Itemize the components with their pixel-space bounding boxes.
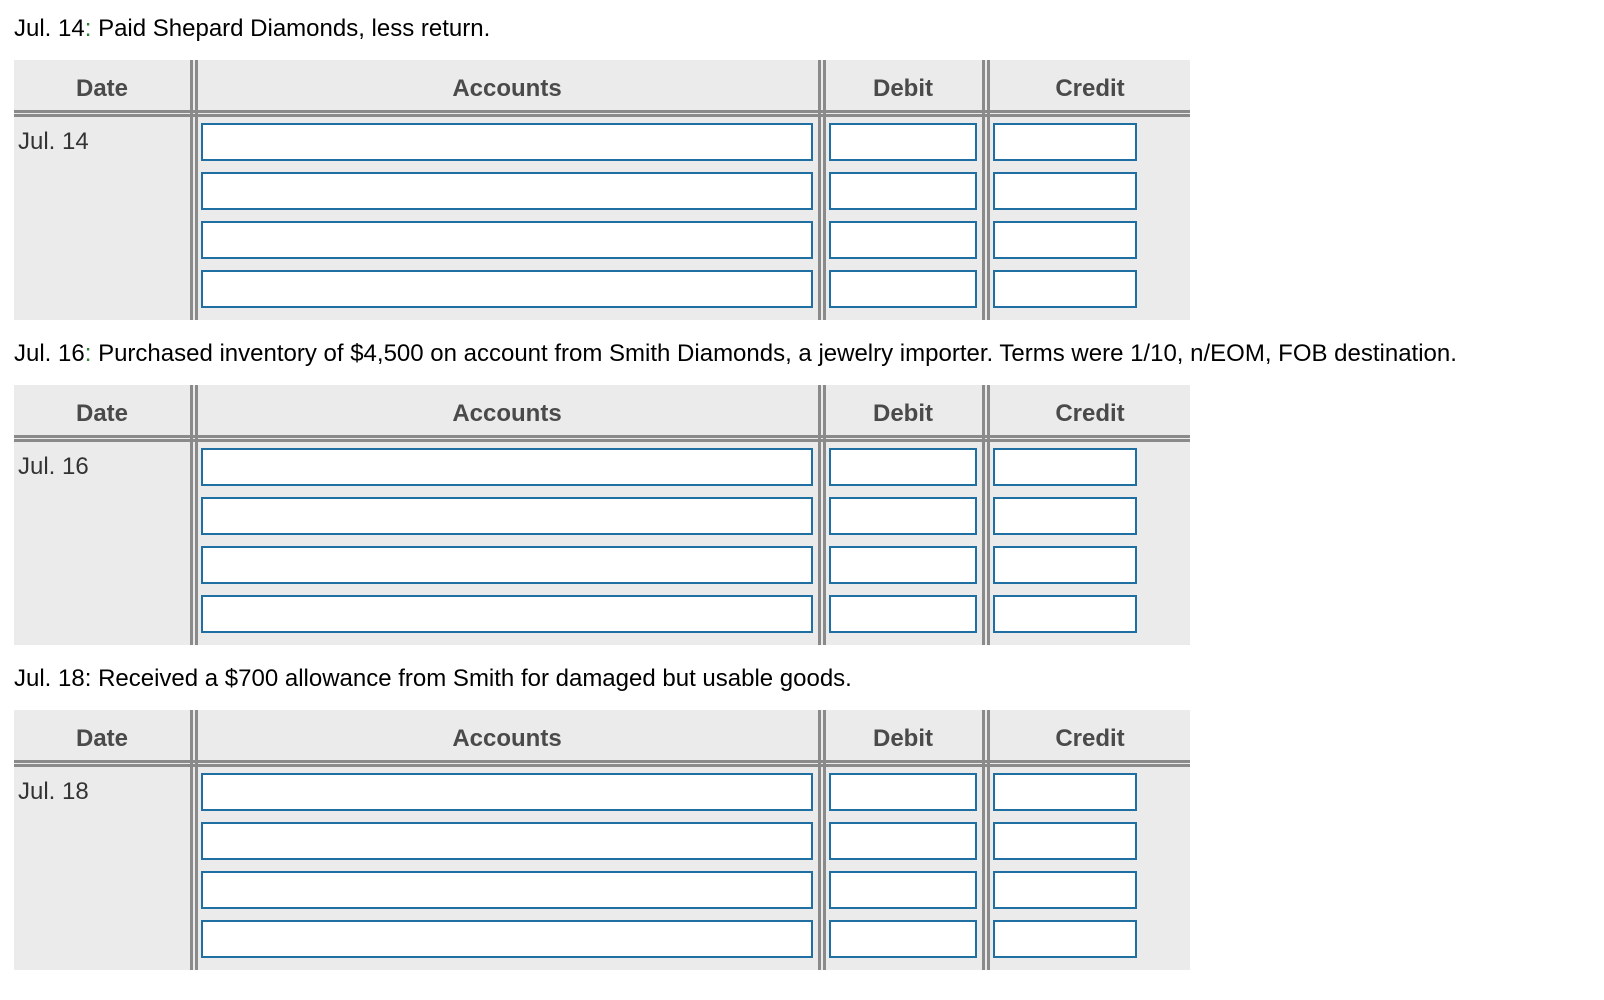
entry-date: Jul. 16 bbox=[18, 453, 89, 480]
account-input[interactable] bbox=[201, 270, 813, 308]
entry-prompt: Jul. 18: Received a $700 allowance from Smith for damaged but usable goods. bbox=[14, 665, 852, 692]
entry-prompt: Jul. 14: Paid Shepard Diamonds, less return. bbox=[14, 15, 491, 42]
debit-input[interactable] bbox=[829, 221, 977, 259]
account-input[interactable] bbox=[201, 221, 813, 259]
column-header-date: Date bbox=[75, 75, 129, 102]
prompt-date: Jul. 16 bbox=[14, 340, 85, 367]
column-divider bbox=[982, 60, 990, 320]
credit-input[interactable] bbox=[993, 595, 1137, 633]
debit-input[interactable] bbox=[829, 123, 977, 161]
credit-input[interactable] bbox=[993, 773, 1137, 811]
account-input[interactable] bbox=[201, 546, 813, 584]
column-header-credit: Credit bbox=[1055, 725, 1125, 752]
debit-input[interactable] bbox=[829, 546, 977, 584]
column-divider bbox=[818, 60, 826, 320]
prompt-text: Received a $700 allowance from Smith for damaged but usable goods. bbox=[98, 665, 852, 692]
account-input[interactable] bbox=[201, 773, 813, 811]
column-header-debit: Debit bbox=[873, 400, 933, 427]
account-input[interactable] bbox=[201, 497, 813, 535]
column-header-accounts: Accounts bbox=[452, 400, 562, 427]
credit-input[interactable] bbox=[993, 871, 1137, 909]
column-header-debit: Debit bbox=[873, 75, 933, 102]
credit-input[interactable] bbox=[993, 270, 1137, 308]
debit-input[interactable] bbox=[829, 871, 977, 909]
column-divider bbox=[982, 710, 990, 970]
debit-input[interactable] bbox=[829, 822, 977, 860]
account-input[interactable] bbox=[201, 595, 813, 633]
debit-input[interactable] bbox=[829, 497, 977, 535]
account-input[interactable] bbox=[201, 920, 813, 958]
column-divider bbox=[190, 710, 198, 970]
column-header-credit: Credit bbox=[1055, 400, 1125, 427]
account-input[interactable] bbox=[201, 123, 813, 161]
entry-date: Jul. 18 bbox=[18, 778, 89, 805]
column-header-credit: Credit bbox=[1055, 75, 1125, 102]
column-header-accounts: Accounts bbox=[452, 725, 562, 752]
prompt-date: Jul. 18 bbox=[14, 665, 85, 692]
journal-table bbox=[14, 385, 1190, 645]
account-input[interactable] bbox=[201, 172, 813, 210]
account-input[interactable] bbox=[201, 822, 813, 860]
credit-input[interactable] bbox=[993, 497, 1137, 535]
column-header-date: Date bbox=[75, 400, 129, 427]
column-divider bbox=[818, 385, 826, 645]
debit-input[interactable] bbox=[829, 172, 977, 210]
entry-date: Jul. 14 bbox=[18, 128, 89, 155]
prompt-date: Jul. 14 bbox=[14, 15, 85, 42]
account-input[interactable] bbox=[201, 448, 813, 486]
credit-input[interactable] bbox=[993, 448, 1137, 486]
column-divider bbox=[190, 385, 198, 645]
column-header-date: Date bbox=[75, 725, 129, 752]
column-divider bbox=[818, 710, 826, 970]
prompt-text: Purchased inventory of $4,500 on account from Smith Diamonds, a jewelry importer. Terms were 1/10, n/EOM, FOB destination. bbox=[98, 340, 1457, 367]
debit-input[interactable] bbox=[829, 595, 977, 633]
debit-input[interactable] bbox=[829, 920, 977, 958]
column-header-debit: Debit bbox=[873, 725, 933, 752]
credit-input[interactable] bbox=[993, 221, 1137, 259]
column-divider bbox=[982, 385, 990, 645]
prompt-text: Paid Shepard Diamonds, less return. bbox=[98, 15, 491, 42]
journal-table bbox=[14, 710, 1190, 970]
credit-input[interactable] bbox=[993, 822, 1137, 860]
column-header-accounts: Accounts bbox=[452, 75, 562, 102]
debit-input[interactable] bbox=[829, 448, 977, 486]
credit-input[interactable] bbox=[993, 172, 1137, 210]
credit-input[interactable] bbox=[993, 123, 1137, 161]
credit-input[interactable] bbox=[993, 546, 1137, 584]
account-input[interactable] bbox=[201, 871, 813, 909]
debit-input[interactable] bbox=[829, 270, 977, 308]
credit-input[interactable] bbox=[993, 920, 1137, 958]
journal-table bbox=[14, 60, 1190, 320]
column-divider bbox=[190, 60, 198, 320]
debit-input[interactable] bbox=[829, 773, 977, 811]
entry-prompt: Jul. 16: Purchased inventory of $4,500 on account from Smith Diamonds, a jewelry importer. Terms were 1/10, n/EOM, FOB destination. bbox=[14, 340, 1457, 367]
